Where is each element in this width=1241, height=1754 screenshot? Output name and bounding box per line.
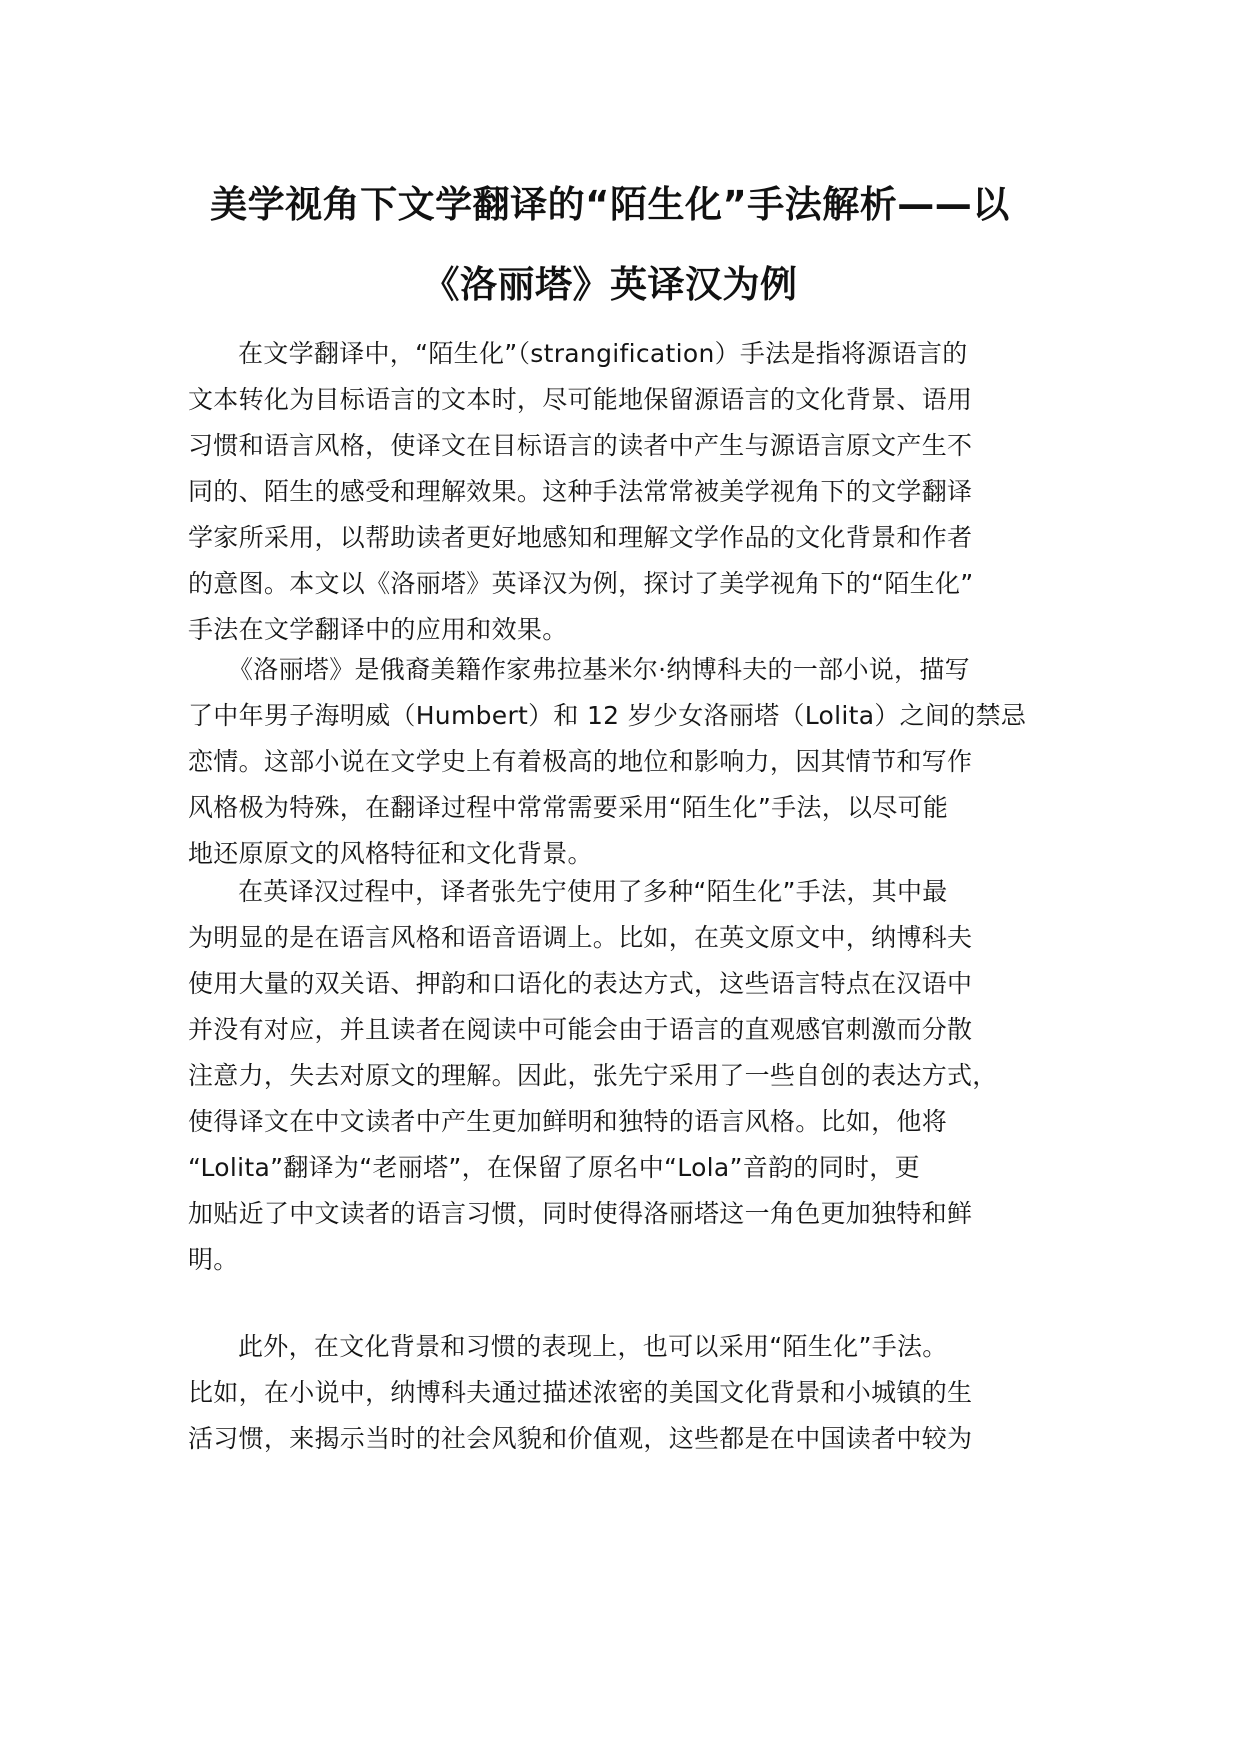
paragraph-line: 注意力，失去对原文的理解。因此，张先宁采用了一些自创的表达方式， <box>188 1061 998 1090</box>
paragraph-line: 明。 <box>188 1245 239 1274</box>
paragraph-line: 地还原原文的风格特征和文化背景。 <box>188 839 593 868</box>
paragraph-line: 恋情。这部小说在文学史上有着极高的地位和影响力，因其情节和写作 <box>188 747 973 776</box>
paragraph-line: 活习惯，来揭示当时的社会风貌和价值观，这些都是在中国读者中较为 <box>188 1424 973 1453</box>
paragraph-line: 《洛丽塔》是俄裔美籍作家弗拉基米尔·纳博科夫的一部小说，描写 <box>228 655 970 684</box>
paragraph-line: 在英译汉过程中，译者张先宁使用了多种“陌生化”手法，其中最 <box>238 877 948 906</box>
paragraph-line: 习惯和语言风格，使译文在目标语言的读者中产生与源语言原文产生不 <box>188 431 973 460</box>
paragraph-line: 风格极为特殊，在翻译过程中常常需要采用“陌生化”手法，以尽可能 <box>188 793 949 822</box>
paragraph-line: 为明显的是在语言风格和语音语调上。比如，在英文原文中，纳博科夫 <box>188 923 973 952</box>
paragraph-line: 使用大量的双关语、押韵和口语化的表达方式，这些语言特点在汉语中 <box>188 969 973 998</box>
paragraph-line: 加贴近了中文读者的语言习惯，同时使得洛丽塔这一角色更加独特和鲜 <box>188 1199 973 1228</box>
document-title-line-2: 《洛丽塔》英译汉为例 <box>422 263 798 306</box>
paragraph-line: 此外，在文化背景和习惯的表现上，也可以采用“陌生化”手法。 <box>238 1332 948 1361</box>
paragraph-line: 比如，在小说中，纳博科夫通过描述浓密的美国文化背景和小城镇的生 <box>188 1378 973 1407</box>
paragraph-line: 同的、陌生的感受和理解效果。这种手法常常被美学视角下的文学翻译 <box>188 477 973 506</box>
paragraph-line: 使得译文在中文读者中产生更加鲜明和独特的语言风格。比如，他将 <box>188 1107 948 1136</box>
paragraph-line: 并没有对应，并且读者在阅读中可能会由于语言的直观感官刺激而分散 <box>188 1015 973 1044</box>
paragraph-line: 文本转化为目标语言的文本时，尽可能地保留源语言的文化背景、语用 <box>188 385 973 414</box>
paragraph-line: 手法在文学翻译中的应用和效果。 <box>188 615 568 644</box>
paragraph-line: 学家所采用，以帮助读者更好地感知和理解文学作品的文化背景和作者 <box>188 523 973 552</box>
paragraph-line: “Lolita”翻译为“老丽塔”，在保留了原名中“Lola”音韵的同时，更 <box>188 1153 920 1182</box>
document-title-line-1: 美学视角下文学翻译的“陌生化”手法解析——以 <box>210 183 1010 226</box>
paragraph-line: 在文学翻译中，“陌生化”（strangification）手法是指将源语言的 <box>238 339 968 368</box>
paragraph-line: 了中年男子海明威（Humbert）和 12 岁少女洛丽塔（Lolita）之间的禁忌 <box>188 701 1027 730</box>
paragraph-line: 的意图。本文以《洛丽塔》英译汉为例，探讨了美学视角下的“陌生化” <box>188 569 974 598</box>
